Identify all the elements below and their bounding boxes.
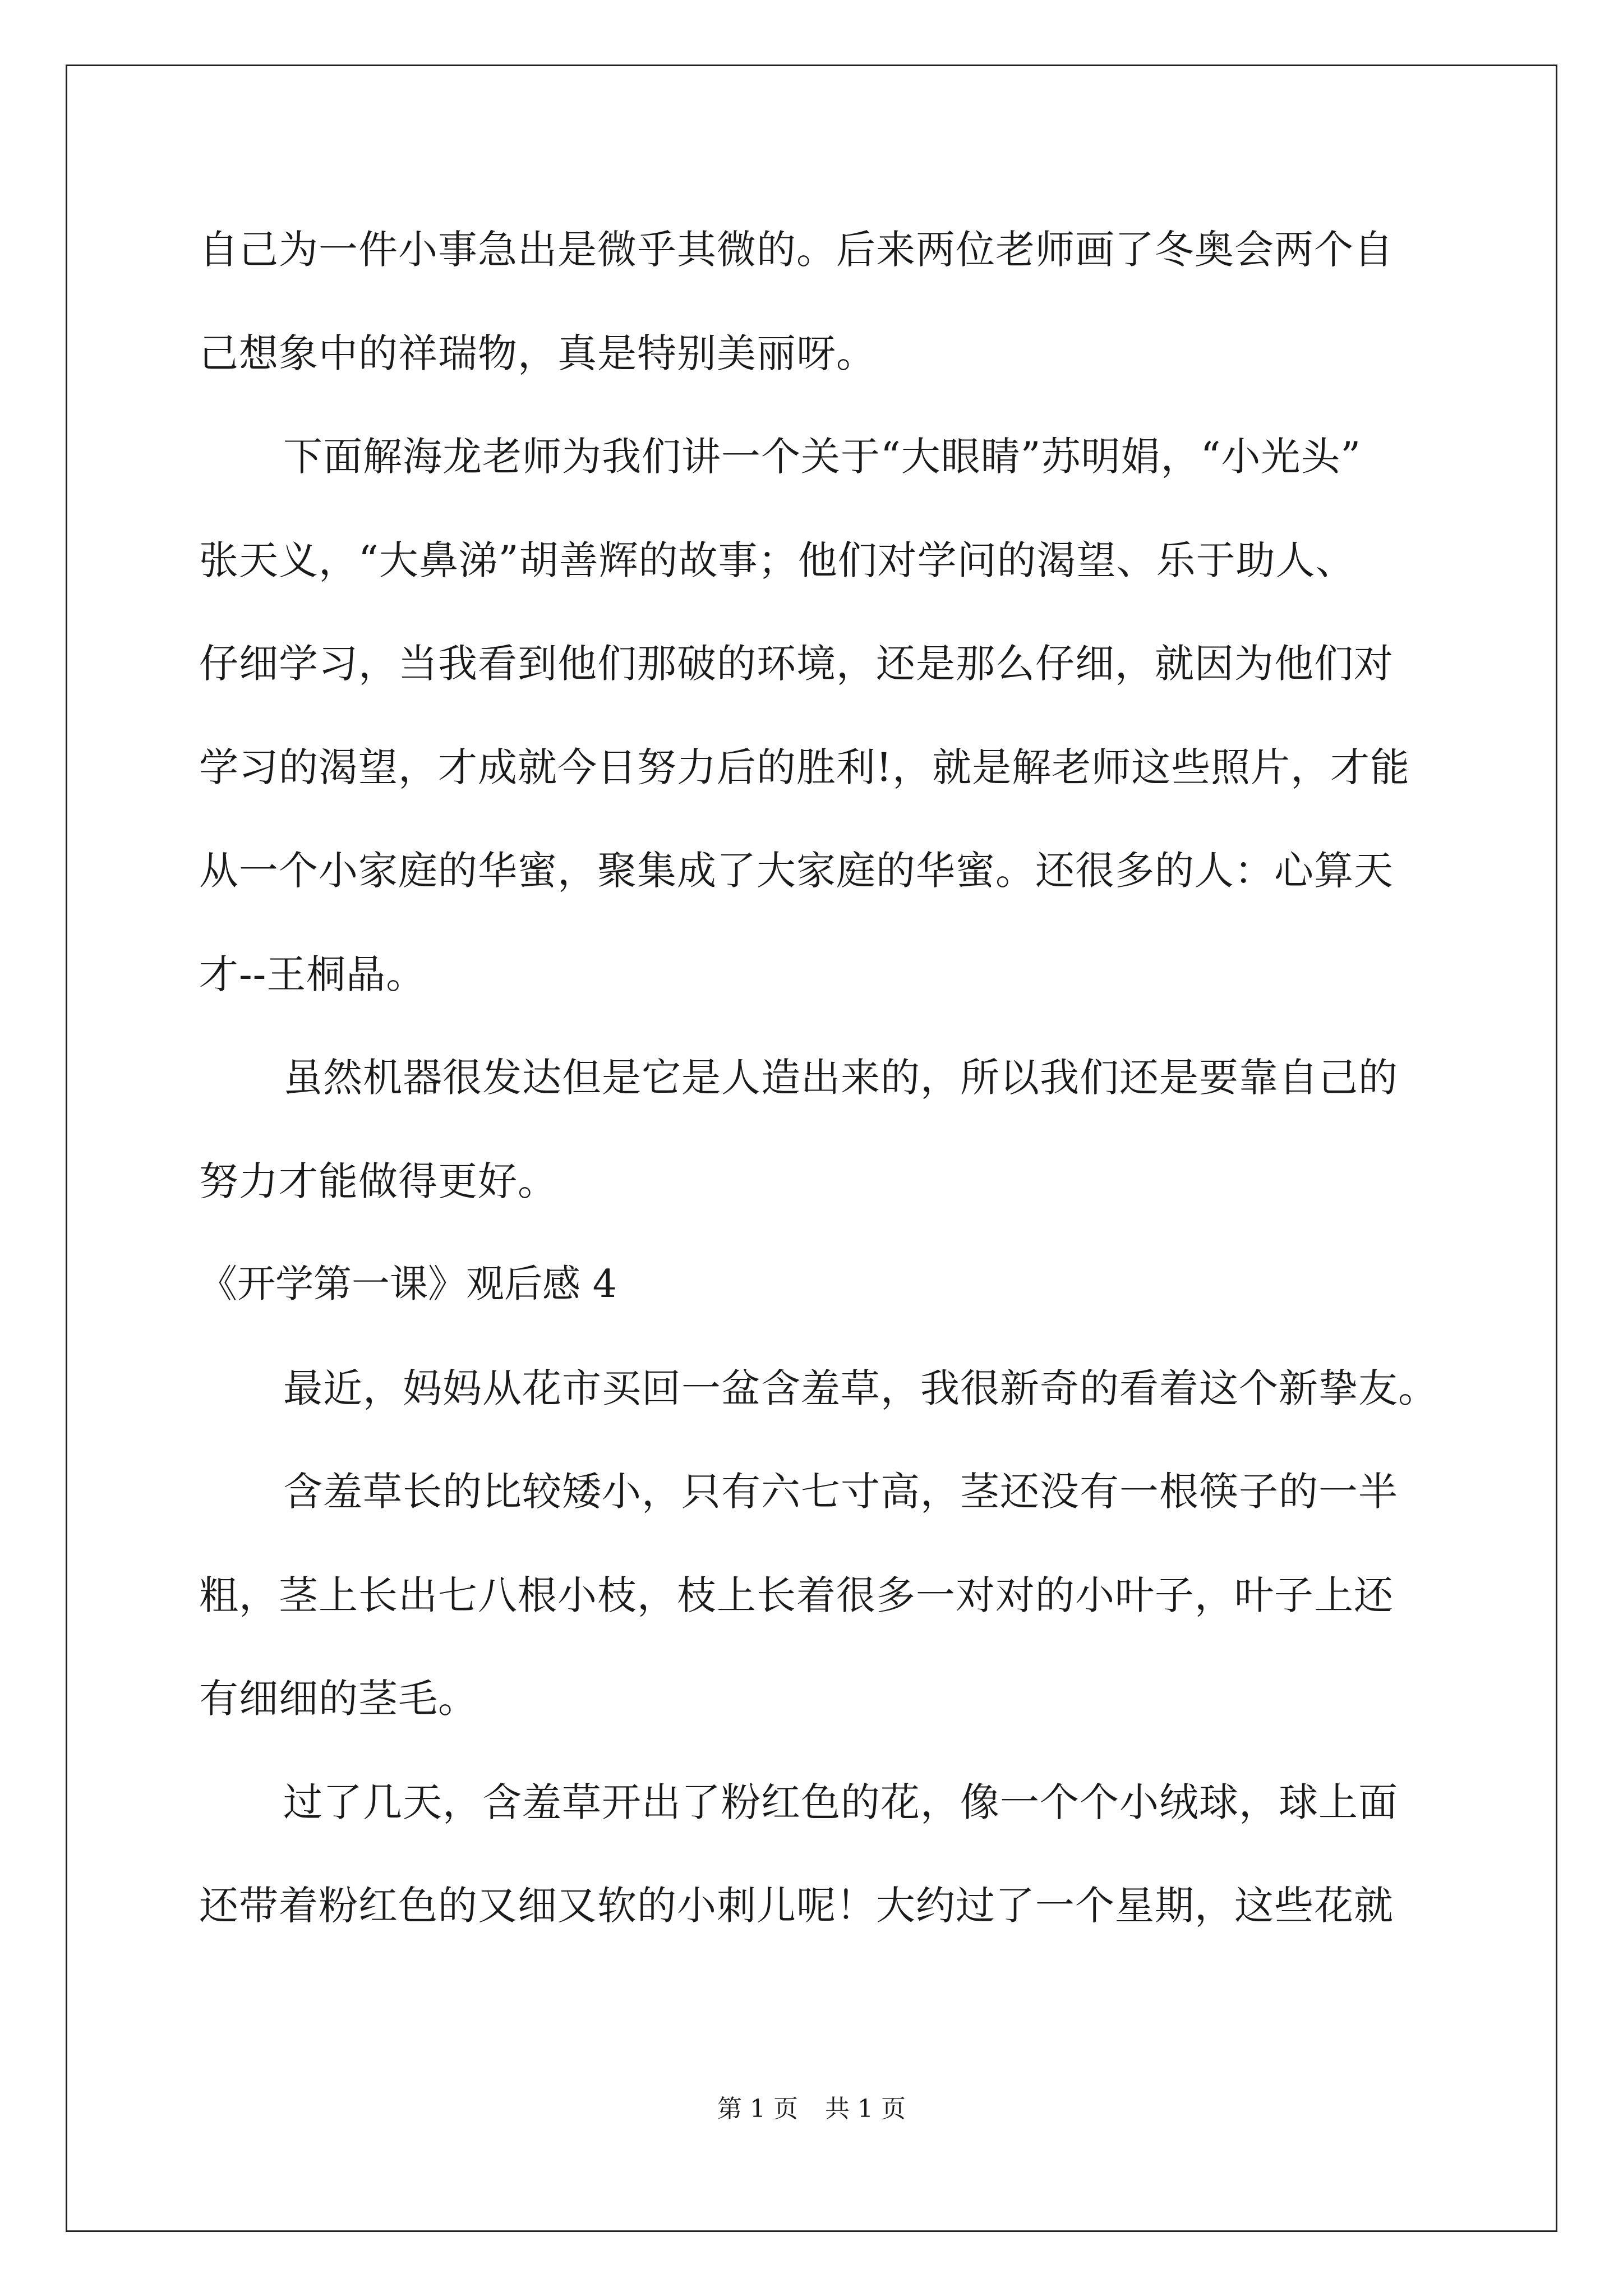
text-line-7: 从一个小家庭的华蜜，聚集成了大家庭的华蜜。还很多的人：心算天 xyxy=(199,848,1394,894)
text-line-8: 才--王桐晶。 xyxy=(199,951,426,997)
text-line-16: 还带着粉红色的又细又软的小刺儿呢！大约过了一个星期，这些花就 xyxy=(199,1883,1394,1929)
document-body xyxy=(199,210,1438,1970)
text-line-13: 粗，茎上长出七八根小枝，枝上长着很多一对对的小叶子，叶子上还 xyxy=(199,1572,1394,1618)
text-line-3: 下面解海龙老师为我们讲一个关于“大眼睛”苏明娟，“小光头” xyxy=(283,434,1362,480)
section-heading: 《开学第一课》观后感 4 xyxy=(199,1262,617,1306)
text-line-12: 含羞草长的比较矮小，只有六七寸高，茎还没有一根筷子的一半 xyxy=(283,1469,1398,1515)
text-line-4: 张天义，“大鼻涕”胡善辉的故事；他们对学问的渴望、乐于助人、 xyxy=(199,537,1355,583)
text-line-14: 有细细的茎毛。 xyxy=(199,1676,478,1722)
text-line-5: 仔细学习，当我看到他们那破的环境，还是那么仔细，就因为他们对 xyxy=(199,641,1394,687)
text-line-1: 自己为一件小事急出是微乎其微的。后来两位老师画了冬奥会两个自 xyxy=(199,227,1394,273)
page-number: 第 1 页 xyxy=(717,2095,798,2123)
page-total: 共 1 页 xyxy=(825,2095,906,2123)
text-line-9: 虽然机器很发达但是它是人造出来的，所以我们还是要靠自己的 xyxy=(283,1055,1398,1101)
text-line-15: 过了几天，含羞草开出了粉红色的花，像一个个小绒球，球上面 xyxy=(283,1779,1398,1825)
text-line-10: 努力才能做得更好。 xyxy=(199,1158,557,1204)
text-line-2: 己想象中的祥瑞物，真是特别美丽呀。 xyxy=(199,330,876,376)
page-footer xyxy=(0,2092,1623,2126)
text-line-11: 最近，妈妈从花市买回一盆含羞草，我很新奇的看着这个新挚友。 xyxy=(283,1365,1438,1411)
text-line-6: 学习的渴望，才成就今日努力后的胜利!，就是解老师这些照片，才能 xyxy=(199,744,1410,790)
